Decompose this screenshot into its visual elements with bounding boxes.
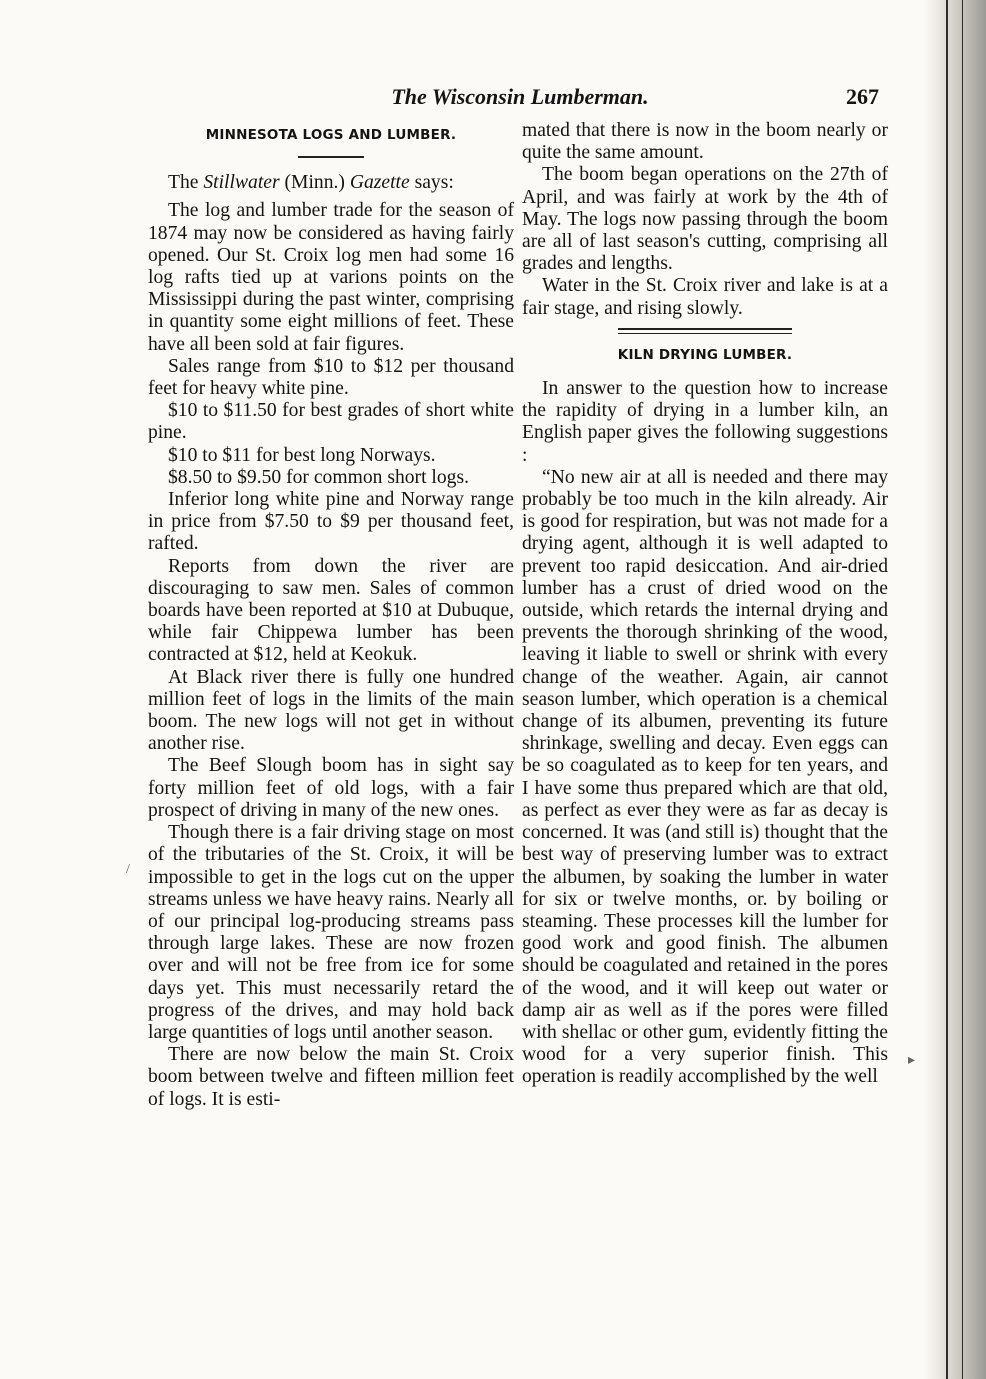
publication-name: Gazette [349,172,410,194]
page-edge-bleed [924,0,986,1379]
paragraph-continuation: mated that there is now in the boom nearly or quite the same amount. [522,120,888,164]
article-heading: KILN DRYING LUMBER. [617,346,793,363]
journal-title: The Wisconsin Lumberman. [391,84,649,109]
paragraph: In answer to the question how to increase the rapidity of drying in a lumber kiln, an English paper gives the following suggestions : [522,378,888,466]
margin-mark: / [126,862,130,877]
page-edge-line [962,0,963,1379]
margin-mark: ▸ [908,1053,916,1068]
paragraph: Though there is a fair driving stage on most of the tributaries of the St. Croix, it will be impossible to get in the logs cut on the upper streams unless we have heavy rains. Nearly all of our principal log-producing streams pass through large lakes. These are now frozen over and will not be free from ice for some days yet. This must necessarily retard the progress of the drives, and may hold back large quantities of logs until another season. [148,822,514,1043]
paragraph: “No new air at all is needed and there may probably be too much in the kiln already. Air is good for respiration, but was not made for a drying agent, although it is well adapted to prevent too rapid desiccation. And air-dried lumber has a crust of dried wood on the outside, which retards the internal drying and prevents the thorough shrinking of the wood, leaving it liable to swell or shrink with every change of the weather. Again, air cannot season lumber, which operation is a chemical change of its albumen, preventing its future shrinkage, swelling and decay. Even eggs can be so coagulated as to keep for ten years, and I have some thus prepared which are that old, as perfect as ever they were as far as decay is concerned. It was (and still is) thought that the best way of preserving lumber was to extract the albumen, by soaking the lumber in water for six or twelve months, or. by boiling or steaming. These processes kill the lumber for good work and good finish. The albumen should be coagulated and retained in the pores of the wood, and it will keep out water or damp air as well as if the pores were filled with shellac or other gum, evidently fitting the wood for a very superior finish. This operation is readily accomplished by the well [522,466,888,1088]
paragraph: The log and lumber trade for the season of 1874 may now be considered as having fairly opened. Our St. Croix log men had some 16 log rafts tied up at varions points on the Mississippi during the past winter, comprising in quantity some eight millions of feet. These have all been sold at fair figures. [148,200,514,355]
paragraph: The boom began operations on the 27th of April, and was fairly at work by the 4th of May. The logs now passing through the boom are all of last season's cutting, comprising all grades and lengths. [522,164,888,275]
lead-place: (Minn.) [284,172,345,194]
lead-verb: says: [414,172,454,194]
paragraph: Reports from down the river are discouraging to saw men. Sales of common boards have been reported at $10 at Dubuque, while fair Chippewa lumber has been contracted at $12, held at Keokuk. [148,555,514,666]
paragraph: There are now below the main St. Croix boom between twelve and fifteen million feet of logs. It is esti- [148,1044,514,1110]
lead-paragraph [148,172,514,194]
lead-word: The [168,172,199,194]
page-number: 267 [846,84,879,109]
publication-name: Stillwater [203,172,280,194]
paragraph: Water in the St. Croix river and lake is at a fair stage, and rising slowly. [522,275,888,319]
column-right [522,120,888,1089]
paragraph: At Black river there is fully one hundred million feet of logs in the limits of the main boom. The new logs will not get in without another rise. [148,666,514,755]
column-left [148,120,514,1111]
paragraph: $8.50 to $9.50 for common short logs. [168,466,469,488]
paragraph: Inferior long white pine and Norway range in price from $7.50 to $9 per thousand feet, rafted. [148,489,514,555]
article-heading: MINNESOTA LOGS AND LUMBER. [205,127,457,143]
paragraph: Sales range from $10 to $12 per thousand feet for heavy white pine. [148,355,514,400]
page-edge-line [946,0,948,1379]
paragraph: The Beef Slough boom has in sight say forty million feet of old logs, with a fair prospect of driving in many of the new ones. [148,755,514,821]
paragraph: $10 to $11.50 for best grades of short white pine. [148,400,514,444]
paragraph: $10 to $11 for best long Norways. [168,444,436,466]
heading-rule [298,156,364,158]
section-divider [618,328,792,334]
